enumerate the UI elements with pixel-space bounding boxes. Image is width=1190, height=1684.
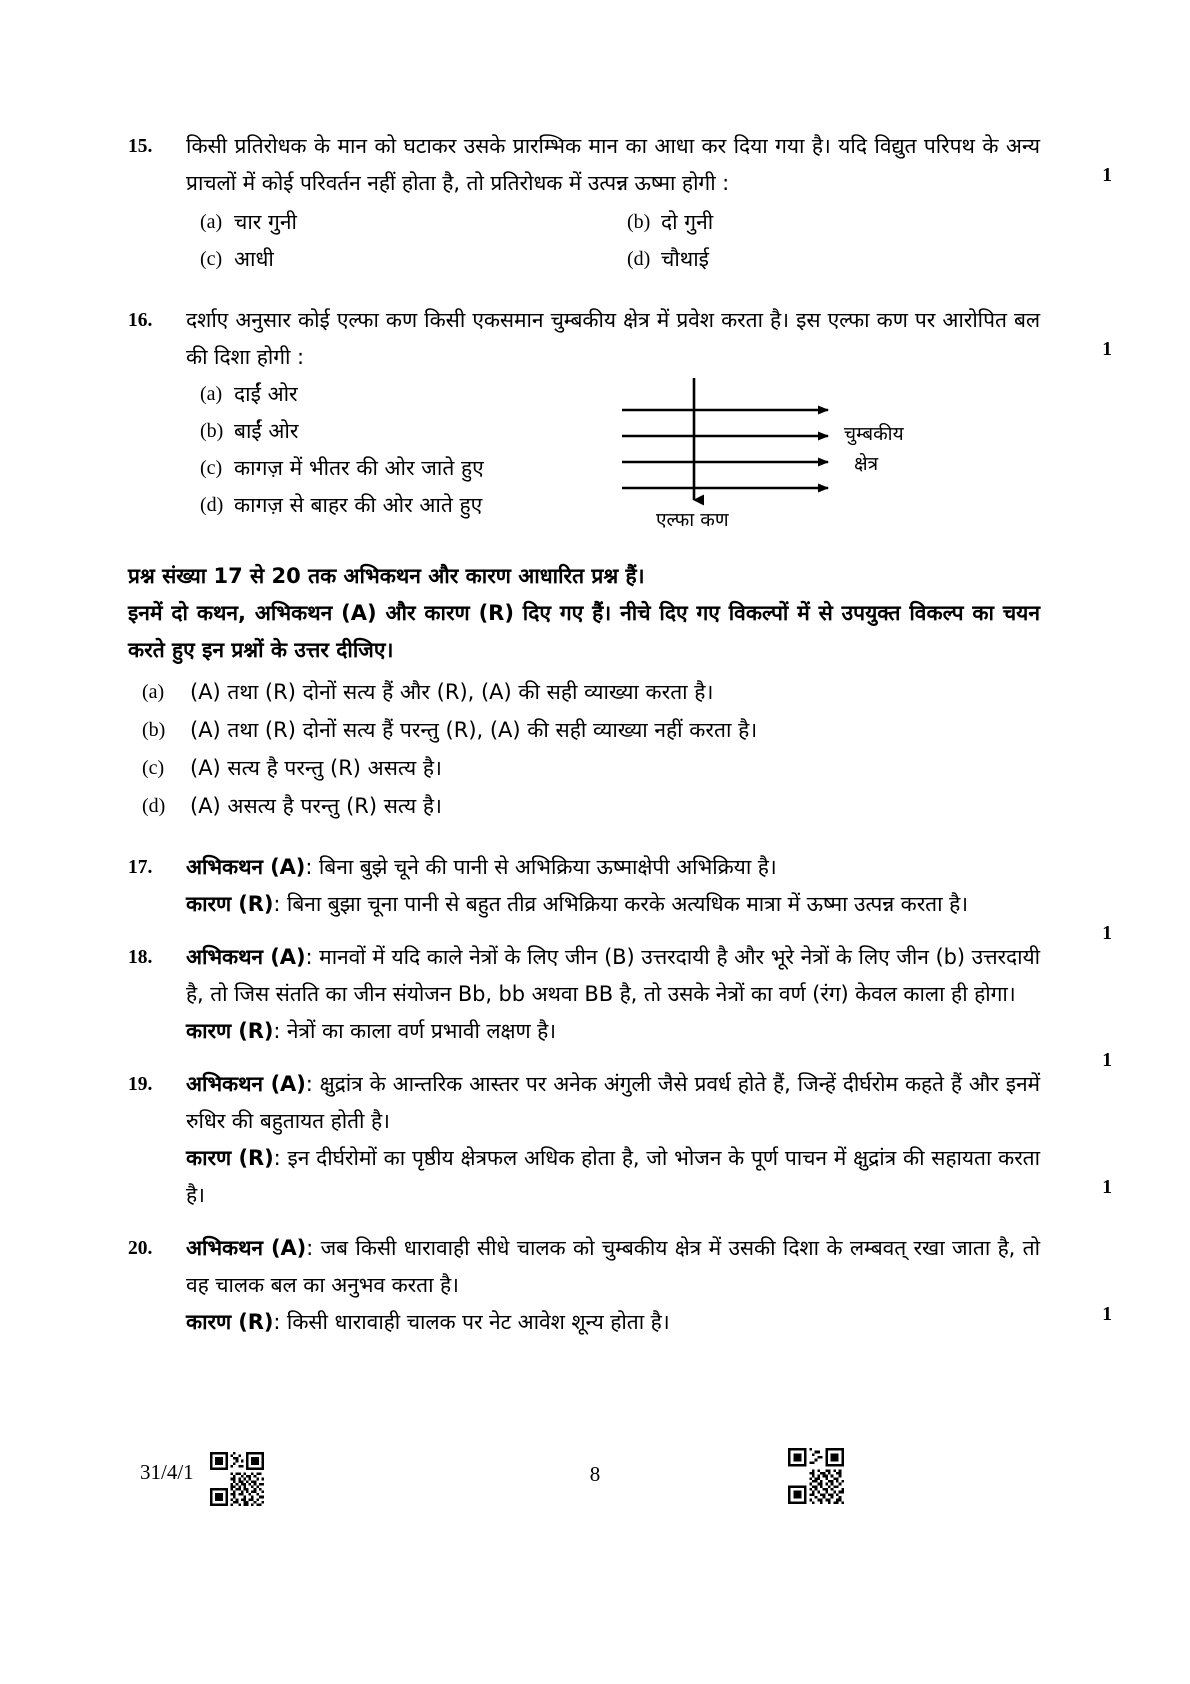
option-c-letter: (c) <box>200 248 223 270</box>
question-16 <box>128 302 1112 542</box>
question-18-body <box>186 939 1112 1071</box>
question-15-number: 15. <box>128 136 153 157</box>
question-15-options <box>186 204 1040 278</box>
option-b[interactable] <box>613 204 1040 241</box>
question-17-number: 17. <box>128 857 153 878</box>
question-17-marks: 1 <box>1102 923 1112 944</box>
ar-option-a-letter: (a) <box>142 681 165 703</box>
option-c[interactable] <box>186 450 616 487</box>
question-18-reason <box>186 1013 1040 1050</box>
question-20-number: 20. <box>128 1238 153 1259</box>
assertion-text: : बिना बुझे चूने की पानी से अभिक्रिया ऊष्माक्षेपी अभिक्रिया है। <box>305 855 777 879</box>
option-d-letter: (d) <box>200 494 224 516</box>
question-20-assertion <box>186 1230 1040 1304</box>
question-20-reason <box>186 1304 1040 1341</box>
question-18 <box>128 939 1112 1071</box>
option-a[interactable] <box>186 204 613 241</box>
option-c-text: आधी <box>234 247 274 271</box>
spacer <box>128 1214 1040 1230</box>
option-b-letter: (b) <box>627 211 651 233</box>
question-19-marks: 1 <box>1102 1177 1112 1198</box>
question-16-body <box>186 302 1112 542</box>
reason-label: कारण (R) <box>186 1019 274 1043</box>
spacer <box>128 825 1040 849</box>
option-c-letter: (c) <box>200 457 223 479</box>
question-17 <box>128 849 1112 944</box>
question-19-number: 19. <box>128 1074 153 1095</box>
ar-option-b-text: (A) तथा (R) दोनों सत्य हैं परन्तु (R), (A) की सही व्याख्या नहीं करता है। <box>190 718 758 742</box>
ar-option-a-text: (A) तथा (R) दोनों सत्य हैं और (R), (A) की सही व्याख्या करता है। <box>190 680 714 704</box>
ar-option-c-letter: (c) <box>142 757 165 779</box>
option-a-text: चार गुनी <box>234 210 297 234</box>
option-b-text: बाईं ओर <box>234 419 299 443</box>
question-16-options-and-diagram <box>186 376 1040 542</box>
magnetic-field-label-line2: क्षेत्र <box>854 453 879 475</box>
question-19-reason <box>186 1140 1040 1214</box>
ar-option-d-text: (A) असत्य है परन्तु (R) सत्य है। <box>190 794 442 818</box>
qr-code-icon <box>788 1448 844 1504</box>
question-17-body <box>186 849 1112 944</box>
paper-code: 31/4/1 <box>140 1460 194 1484</box>
reason-text: : नेत्रों का काला वर्ण प्रभावी लक्षण है। <box>273 1019 557 1043</box>
reason-text: : इन दीर्घरोमों का पृष्ठीय क्षेत्रफल अधिक होता है, जो भोजन के पूर्ण पाचन में क्षुद्रांत्र की सहायता करता है। <box>186 1146 1040 1207</box>
option-b-text: दो गुनी <box>661 210 714 234</box>
question-17-reason <box>186 886 1040 923</box>
ar-option-d[interactable] <box>128 787 1040 825</box>
option-a[interactable] <box>186 376 616 413</box>
reason-label: कारण (R) <box>186 1310 274 1334</box>
spacer <box>128 923 1040 939</box>
reason-label: कारण (R) <box>186 1146 274 1170</box>
option-d[interactable] <box>613 241 1040 278</box>
question-16-text: दर्शाए अनुसार कोई एल्फा कण किसी एकसमान चुम्बकीय क्षेत्र में प्रवेश करता है। इस एल्फा कण पर आरोपित बल की दिशा होगी : <box>186 308 1040 369</box>
magnetic-field-label-line1: चुम्बकीय <box>844 423 904 445</box>
option-d-text: कागज़ से बाहर की ओर आते हुए <box>234 493 483 517</box>
assertion-label: अभिकथन (A) <box>186 855 306 879</box>
question-16-number: 16. <box>128 310 153 331</box>
question-20 <box>128 1230 1112 1341</box>
ar-option-a[interactable] <box>128 673 1040 711</box>
question-17-assertion <box>186 849 1040 886</box>
option-c[interactable] <box>186 241 613 278</box>
assertion-text: : क्षुद्रांत्र के आन्तरिक आस्तर पर अनेक अंगुली जैसे प्रवर्ध होते हैं, जिन्हें दीर्घरोम कहते हैं और इनमें रुधिर की बहुतायत होती है। <box>186 1072 1040 1133</box>
magnetic-field-diagram <box>616 372 1040 542</box>
question-15-marks: 1 <box>1102 165 1112 186</box>
spacer <box>128 278 1040 302</box>
assertion-label: अभिकथन (A) <box>186 1072 306 1096</box>
option-c-text: कागज़ में भीतर की ओर जाते हुए <box>234 456 484 480</box>
question-18-marks: 1 <box>1102 1050 1112 1071</box>
assertion-text: : मानवों में यदि काले नेत्रों के लिए जीन (B) उत्तरदायी है और भूरे नेत्रों के लिए जीन (b) उत्तरदायी है, तो जिस संतति का जीन संयोजन Bb, bb अथवा BB है, तो उसके नेत्रों का वर्ण (रंग) केवल काला ही होगा। <box>186 945 1040 1006</box>
ar-option-c-text: (A) सत्य है परन्तु (R) असत्य है। <box>190 756 442 780</box>
question-18-number: 18. <box>128 947 153 968</box>
assertion-reason-instructions <box>128 558 1040 825</box>
option-a-letter: (a) <box>200 383 223 405</box>
option-d[interactable] <box>186 487 616 524</box>
instruction-line-1: प्रश्न संख्या 17 से 20 तक अभिकथन और कारण आधारित प्रश्न हैं। <box>128 564 645 588</box>
assertion-reason-option-list <box>128 673 1040 825</box>
ar-option-d-letter: (d) <box>142 795 166 817</box>
spacer <box>128 542 1040 558</box>
ar-option-b[interactable] <box>128 711 1040 749</box>
option-d-letter: (d) <box>627 248 651 270</box>
option-b-letter: (b) <box>200 420 224 442</box>
option-b[interactable] <box>186 413 616 450</box>
reason-text: : किसी धारावाही चालक पर नेट आवेश शून्य होता है। <box>273 1310 670 1334</box>
page-footer <box>128 1448 1062 1508</box>
spacer <box>128 1050 1040 1066</box>
ar-option-c[interactable] <box>128 749 1040 787</box>
question-16-options <box>186 376 616 524</box>
reason-text: : बिना बुझा चूना पानी से बहुत तीव्र अभिक्रिया करके अत्यधिक मात्रा में ऊष्मा उत्पन्न करता है। <box>273 892 968 916</box>
question-19-body <box>186 1066 1112 1214</box>
qr-code-right-icon <box>788 1448 844 1504</box>
instruction-line-2: इनमें दो कथन, अभिकथन (A) और कारण (R) दिए गए हैं। नीचे दिए गए विकल्पों में से उपयुक्त विकल्प का चयन करते हुए इन प्रश्नों के उत्तर दीजिए। <box>128 601 1040 662</box>
page-content <box>128 128 1112 1341</box>
question-19-assertion <box>186 1066 1040 1140</box>
assertion-label: अभिकथन (A) <box>186 945 306 969</box>
assertion-text: : जब किसी धारावाही सीधे चालक को चुम्बकीय क्षेत्र में उसकी दिशा के लम्बवत् रखा जाता है, तो वह चालक बल का अनुभव करता है। <box>186 1236 1040 1297</box>
diagram-canvas <box>616 372 1040 542</box>
question-15-body <box>186 128 1112 278</box>
reason-label: कारण (R) <box>186 892 274 916</box>
assertion-label: अभिकथन (A) <box>186 1236 307 1260</box>
question-15-text: किसी प्रतिरोधक के मान को घटाकर उसके प्रारम्भिक मान का आधा कर दिया गया है। यदि विद्युत परिपथ के अन्य प्राचलों में कोई परिवर्तन नहीं होता है, तो प्रतिरोधक में उत्पन्न ऊष्मा होगी : <box>186 134 1040 195</box>
ar-option-b-letter: (b) <box>142 719 166 741</box>
option-d-text: चौथाई <box>661 247 709 271</box>
alpha-particle-label: एल्फा कण <box>656 509 729 531</box>
question-20-body <box>186 1230 1112 1341</box>
option-a-text: दाईं ओर <box>234 382 298 406</box>
question-18-assertion <box>186 939 1040 1013</box>
question-19 <box>128 1066 1112 1214</box>
question-20-marks: 1 <box>1102 1304 1112 1325</box>
question-16-marks: 1 <box>1102 339 1112 360</box>
option-a-letter: (a) <box>200 211 223 233</box>
page-number: 8 <box>589 1462 601 1486</box>
question-15 <box>128 128 1112 278</box>
